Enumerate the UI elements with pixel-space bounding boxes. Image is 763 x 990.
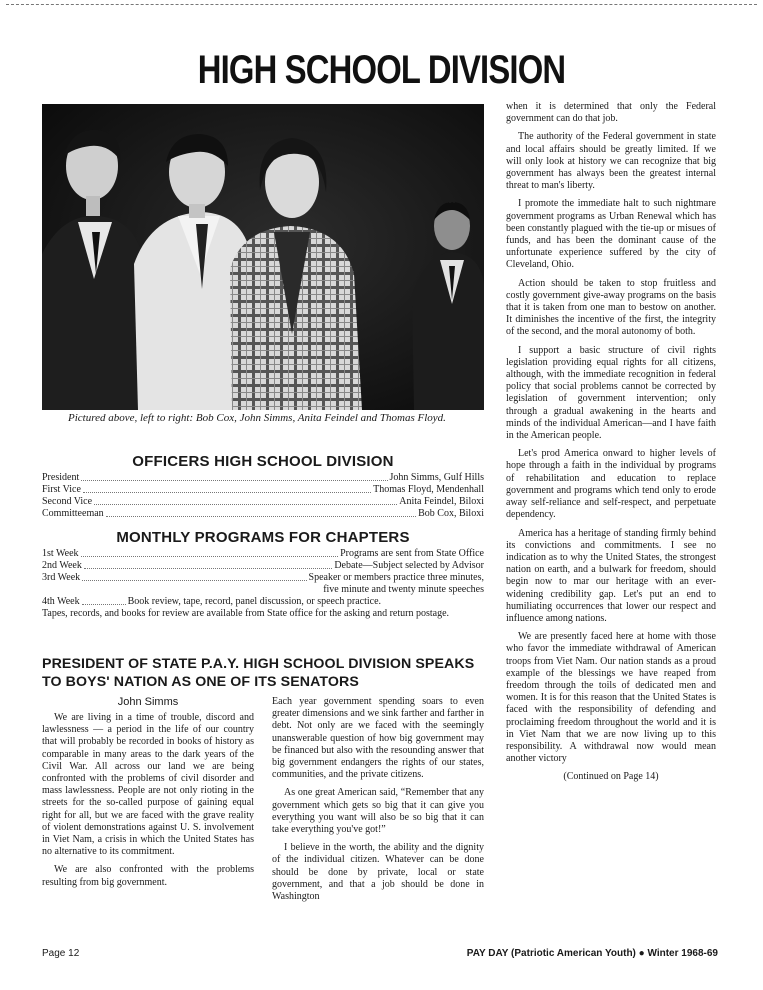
article-paragraph: America has a heritage of standing firmly behind its convictions and commitments. I see no indication as to why the United States, the strongest nation on earth, and a bulwark for freedom, should begin now to mar our heritage with an ever-widening credibility gap. Let's put an end to humiliating occurrences that lower our respect and influence among nations.: [506, 527, 716, 624]
group-photo: [42, 104, 484, 410]
program-text: Programs are sent from State Office: [340, 548, 484, 559]
photo-caption: Pictured above, left to right: Bob Cox, John Simms, Anita Feindel and Thomas Floyd.: [68, 412, 446, 424]
article-paragraph: I support a basic structure of civil rights legislation providing equal rights for all citizens, although, with the immediate recognition in federal policy that social problems cannot be corrected by legislation of government intervention; only through a gradual awakening in the hearts and minds of the individual American—and I have faith in the American people.: [506, 344, 716, 442]
article-paragraph: We are also confronted with the problems resulting from big government.: [42, 864, 254, 888]
program-row: [42, 560, 484, 572]
dot-leader: [81, 472, 387, 481]
article-paragraph: when it is determined that only the Federal government can do that job.: [506, 101, 716, 125]
article-paragraph: I promote the immediate halt to such nightmare government programs as Urban Renewal which has been constantly plagued with the tie-up or misues of funds, and has been the dominant cause of the unfortunate experience suffered by the city of Cleveland, Ohio.: [506, 198, 716, 271]
program-week: 3rd Week: [42, 572, 81, 583]
dot-leader: [82, 572, 306, 581]
officer-name: Anita Feindel, Biloxi: [399, 496, 484, 507]
officers-heading: OFFICERS HIGH SCHOOL DIVISION: [132, 453, 394, 470]
dot-leader: [106, 508, 416, 517]
program-text: Speaker or members practice three minutes,: [308, 572, 484, 583]
article-column-1: [42, 712, 254, 895]
officer-name: Thomas Floyd, Mendenhall: [373, 484, 484, 495]
program-week: 1st Week: [42, 548, 79, 559]
article-paragraph: We are living in a time of trouble, discord and lawlessness — a period in the life of our country that will probably be recorded in books of history as comparable in many areas to the dark years of the Civil War. All across our land we are being confronted with the problems of civil disorder and mass lawlessness. People are not only rioting in the streets for the so-called purpose of gaining equal right for all, but we are faced with the grave reality of violent demonstrations against U. S. involvement in Viet Nam, a crisis in which the United States has no alternative to its commitment.: [42, 712, 254, 858]
magazine-issue: PAY DAY (Patriotic American Youth) ● Winter 1968-69: [466, 948, 718, 959]
officer-role: President: [42, 472, 80, 483]
continued-note: (Continued on Page 14): [563, 771, 659, 783]
page-number: Page 12: [42, 948, 80, 959]
program-week3-continuation: five minute and twenty minute speeches: [323, 584, 484, 595]
page-banner: HIGH SCHOOL DIVISION: [197, 48, 566, 92]
article-column-3: [506, 101, 716, 790]
article-paragraph: Each year government spending soars to even greater dimensions and we sink farther and farther in debt. Not only are we faced with the seemingly unanswerable question of how big government may be financed but also with the resounding answer that big government endangers the rights of our states, communities, and the private citizens.: [272, 696, 484, 781]
program-row: [42, 548, 484, 560]
officer-role: Committeeman: [42, 508, 104, 519]
dot-leader: [84, 560, 332, 569]
article-paragraph: I believe in the worth, the ability and the dignity of the individual citizen. Whatever can be done should be done by private, local or state government, and that a job should be done in Washington: [272, 842, 484, 903]
programs-note: Tapes, records, and books for review are available from State office for the asking and return postage.: [42, 608, 450, 619]
article-paragraph: The authority of the Federal government in state and local affairs should be greatly limited. If we will only look at history we can recognize that big government has always been the greatest internal threat to man's liberty.: [506, 131, 716, 192]
programs-heading: MONTHLY PROGRAMS FOR CHAPTERS: [116, 529, 410, 546]
program-row: [42, 572, 484, 584]
dot-leader: [83, 484, 371, 493]
article-paragraph: Action should be taken to stop fruitless and costly government give-away programs on the basis that it is taken from one man to bestow on another. It diminishes the incentive of the first, the integrity of the second, and the moral autonomy of both.: [506, 277, 716, 338]
article-paragraph: Let's prod America onward to higher levels of hope through a faith in the individual by programs of rehabilitation and education to replace government and programs which tend only to erode away self-reliance and self-respect, and perpetuate dependency.: [506, 448, 716, 521]
programs-list: [42, 548, 484, 620]
officer-row: [42, 472, 484, 484]
officer-name: Bob Cox, Biloxi: [418, 508, 484, 519]
officer-name: John Simms, Gulf Hills: [389, 472, 484, 483]
page-footer: [42, 948, 718, 962]
officers-list: [42, 472, 484, 520]
program-row-week4: [42, 596, 484, 608]
officer-role: Second Vice: [42, 496, 93, 507]
article-column-2: [272, 696, 484, 909]
program-text: Book review, tape, record, panel discussion, or speech practice.: [127, 596, 382, 607]
officer-row: [42, 496, 484, 508]
program-week: 2nd Week: [42, 560, 82, 571]
program-text: Debate—Subject selected by Advisor: [334, 560, 484, 571]
dot-leader: [81, 548, 339, 557]
program-week: 4th Week: [42, 596, 80, 607]
dot-leader: [82, 596, 126, 605]
article-byline: John Simms: [117, 696, 179, 708]
officer-row: [42, 508, 484, 520]
article-paragraph: As one great American said, “Remember that any government which gets so big that it can give you everything you want will also be so big that it can take everything you've got!”: [272, 787, 484, 836]
top-dashed-rule: [6, 4, 757, 5]
group-photo-image: [42, 104, 484, 410]
article-headline: PRESIDENT OF STATE P.A.Y. HIGH SCHOOL DIVISION SPEAKS TO BOYS' NATION AS ONE OF ITS SENATORS: [42, 656, 475, 690]
dot-leader: [94, 496, 397, 505]
article-paragraph: We are presently faced here at home with those who favor the immediate withdrawal of American troops from Viet Nam. Our nation stands as a proud example of the blessings we have reaped from freedom through the toils of dedicated men and women. It is for this reason that the United States is faced with the responsibility of defending and proclaiming freedom throughout the world and it is in Viet Nam that we are now living up to this responsibility. A withdrawal now would mean another victory: [506, 631, 716, 765]
officer-role: First Vice: [42, 484, 81, 495]
officer-row: [42, 484, 484, 496]
